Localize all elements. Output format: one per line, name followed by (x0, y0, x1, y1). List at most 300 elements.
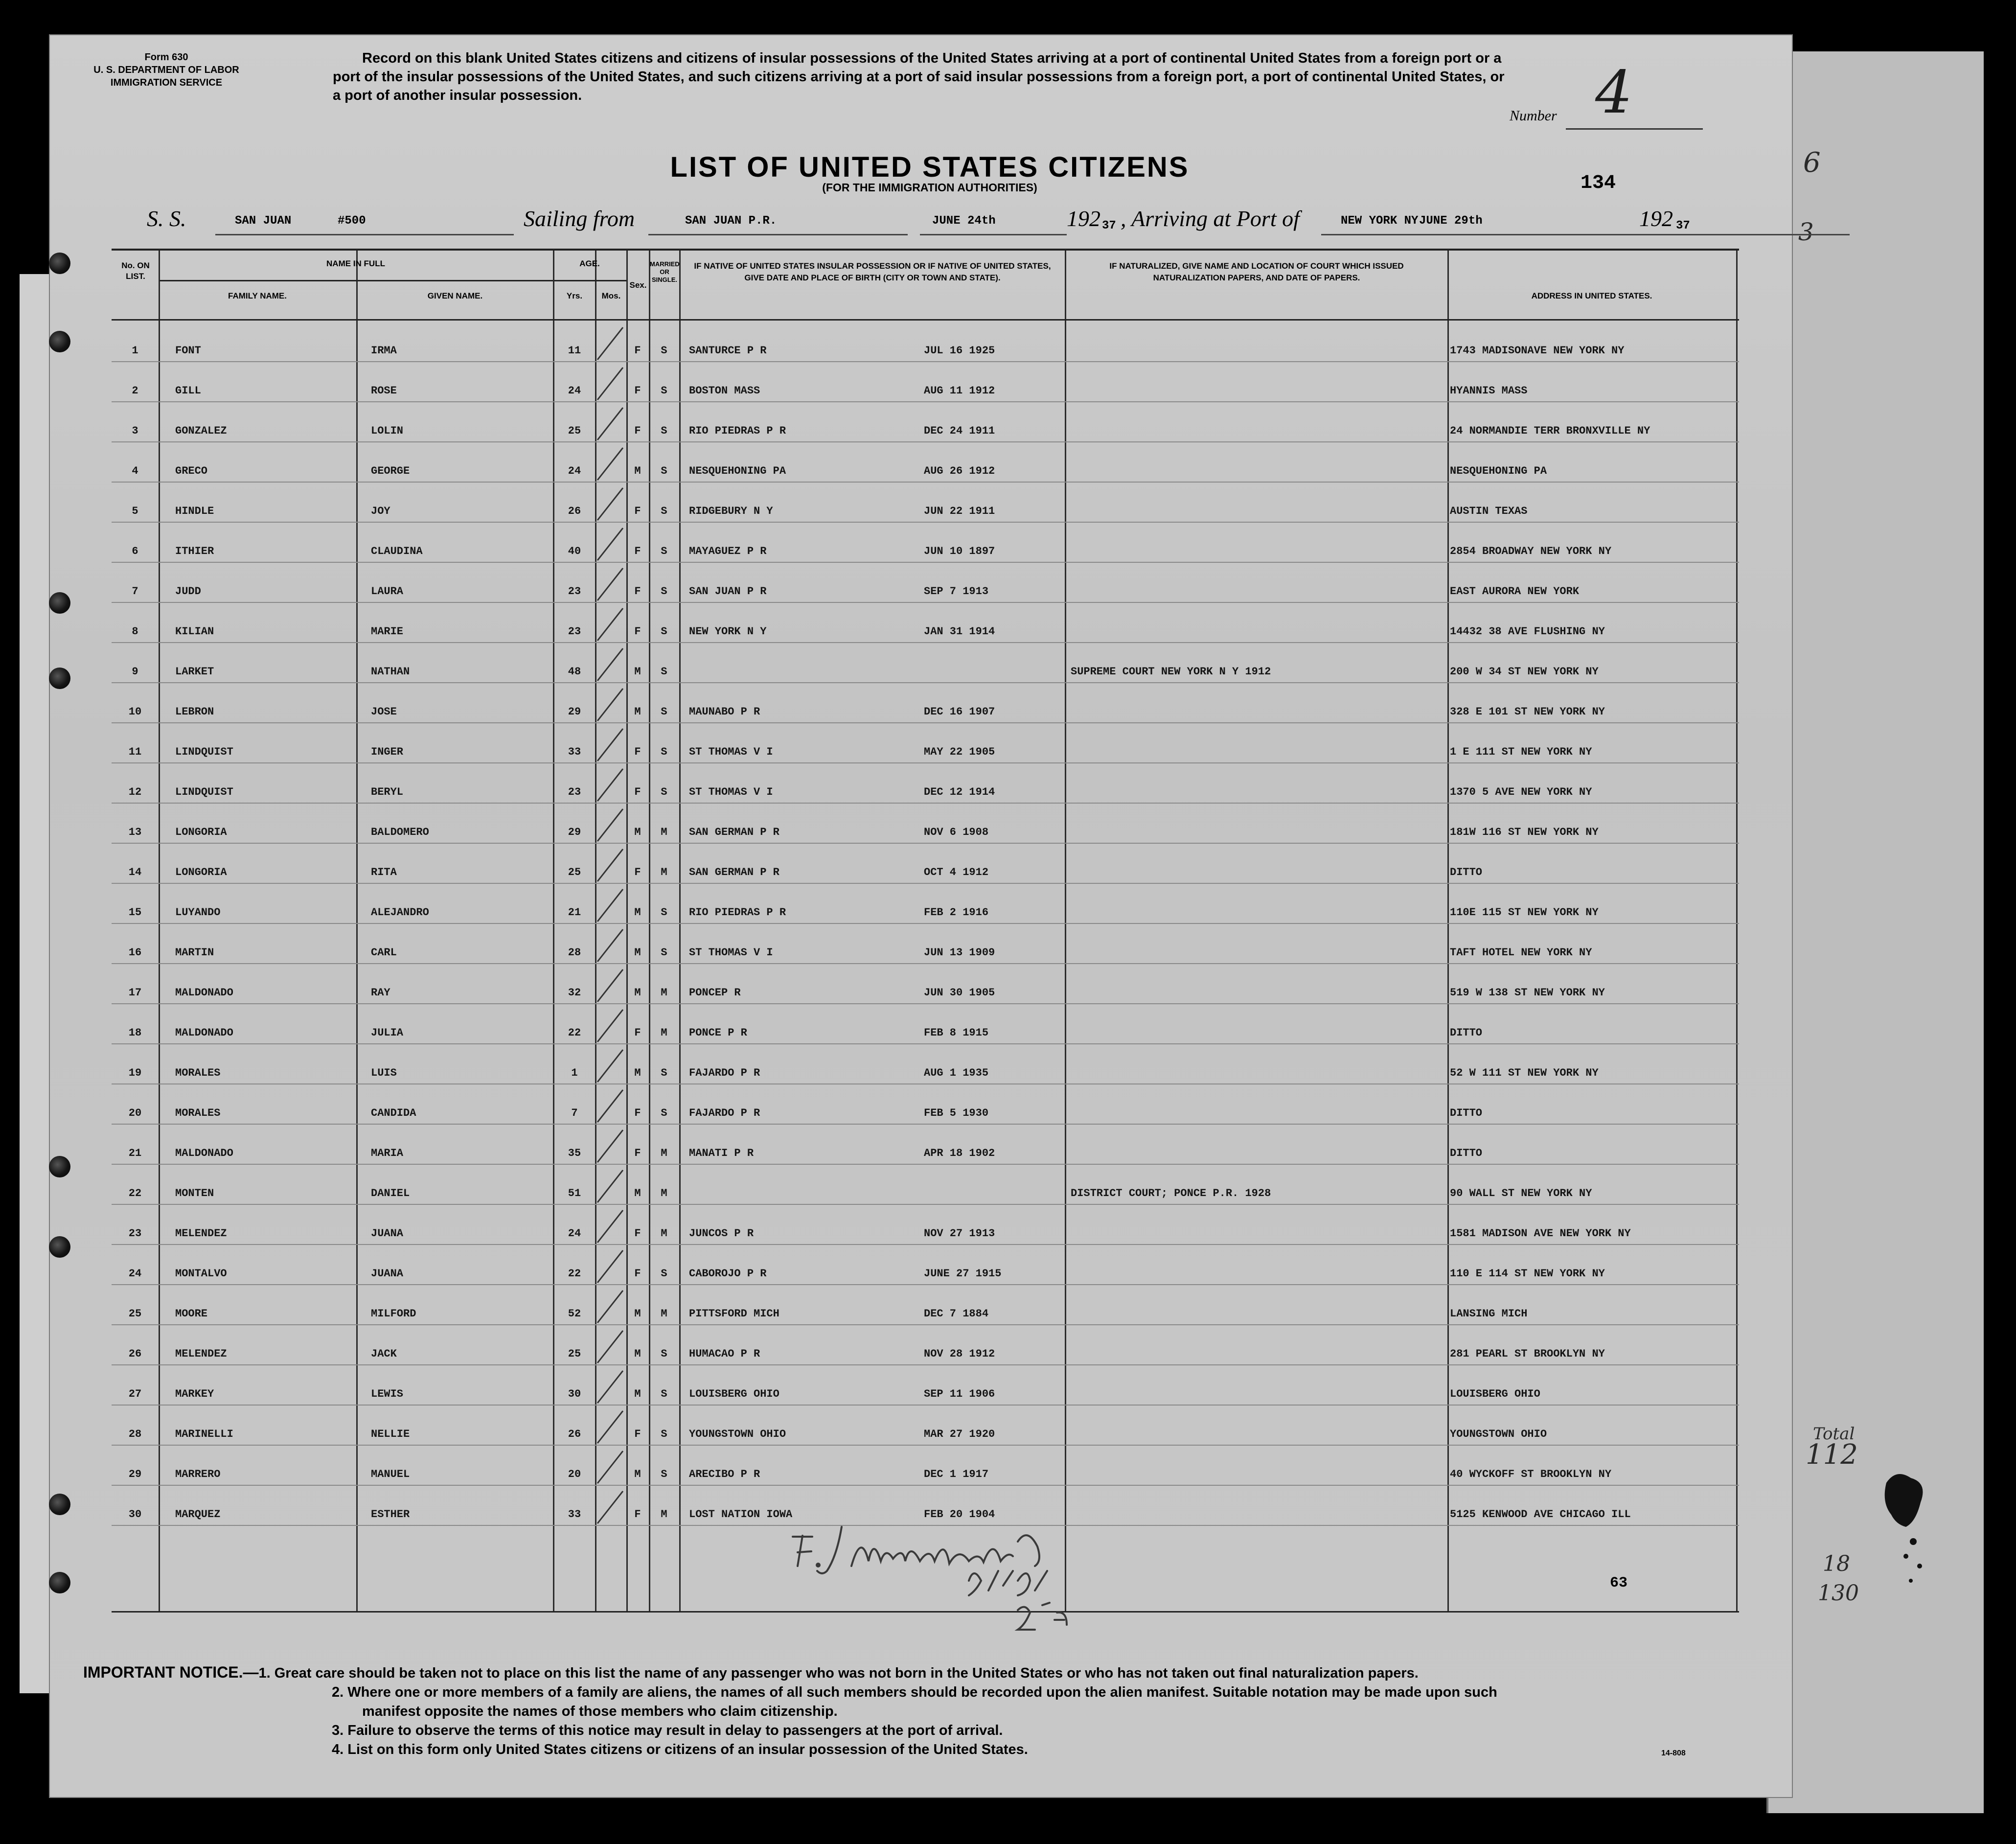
cell-given: CARL (371, 946, 397, 959)
cell-place: BOSTON MASS (689, 385, 760, 397)
cell-address: YOUNGSTOWN OHIO (1450, 1428, 1547, 1440)
cell-sex: F (634, 786, 641, 798)
cell-place: MAYAGUEZ P R (689, 545, 767, 557)
cell-family: MELENDEZ (175, 1348, 227, 1360)
cell-date: JUL 16 1925 (924, 345, 995, 357)
cell-family: LONGORIA (175, 826, 227, 838)
cell-given: JUANA (371, 1268, 404, 1280)
check-mark-icon (594, 404, 628, 443)
check-mark-icon (594, 1166, 628, 1205)
cell-yrs: 40 (568, 545, 581, 557)
notice-item-3: 3. Failure to observe the terms of this notice may result in delay to passengers at the port of arrival. (332, 1723, 1003, 1738)
cell-address: TAFT HOTEL NEW YORK NY (1450, 946, 1592, 959)
cell-family: MORALES (175, 1107, 221, 1119)
arrival-port: NEW YORK NY (1341, 214, 1419, 228)
page-code: 134 (1581, 172, 1616, 194)
cell-address: 281 PEARL ST BROOKLYN NY (1450, 1348, 1605, 1360)
cell-no: 8 (132, 625, 138, 638)
cell-family: LUYANDO (175, 906, 221, 919)
cell-given: RAY (371, 987, 390, 999)
cell-family: LARKET (175, 666, 214, 678)
punch-hole (49, 253, 70, 274)
cell-no: 25 (128, 1308, 142, 1320)
cell-address: 1743 MADISONAVE NEW YORK NY (1450, 345, 1625, 357)
header-no: No. ON LIST. (121, 261, 150, 281)
check-mark-icon (594, 885, 628, 924)
cell-address: DITTO (1450, 1147, 1483, 1159)
cell-no: 13 (128, 826, 142, 838)
cell-given: JULIA (371, 1027, 404, 1039)
cell-address: 90 WALL ST NEW YORK NY (1450, 1187, 1592, 1199)
cell-court: DISTRICT COURT; PONCE P.R. 1928 (1071, 1187, 1271, 1199)
check-mark-icon (594, 1086, 628, 1125)
header-age: AGE. (579, 259, 600, 268)
cell-address: NESQUEHONING PA (1450, 465, 1547, 477)
cell-sex: M (634, 906, 641, 919)
cell-sex: M (634, 1308, 641, 1320)
cell-date: SEP 11 1906 (924, 1388, 995, 1400)
cell-given: IRMA (371, 345, 397, 357)
cell-given: MARIE (371, 625, 404, 638)
sailing-date: JUNE 24th (932, 214, 996, 228)
cell-sex: M (634, 465, 641, 477)
cell-family: JUDD (175, 585, 201, 598)
table-row (112, 722, 1739, 763)
table-row (112, 642, 1739, 683)
form-code: 14-808 (1661, 1749, 1686, 1757)
punch-hole (49, 331, 70, 352)
inspector-signature (783, 1507, 1125, 1644)
cell-place: LOUISBERG OHIO (689, 1388, 779, 1400)
cell-given: NELLIE (371, 1428, 410, 1440)
check-mark-icon (594, 1487, 628, 1526)
cell-no: 15 (128, 906, 142, 919)
cell-date: JUN 30 1905 (924, 987, 995, 999)
check-mark-icon (594, 1447, 628, 1486)
cell-no: 29 (128, 1468, 142, 1480)
cell-given: MILFORD (371, 1308, 416, 1320)
check-mark-icon (594, 1126, 628, 1165)
cell-sex: F (634, 625, 641, 638)
cell-yrs: 1 (571, 1067, 578, 1079)
cell-ms: S (661, 465, 667, 477)
cell-ms: S (661, 1348, 667, 1360)
arrival-port-underline (1321, 234, 1850, 235)
cell-yrs: 48 (568, 666, 581, 678)
cell-ms: S (661, 1107, 667, 1119)
cell-date: JUN 22 1911 (924, 505, 995, 517)
cell-ms: S (661, 345, 667, 357)
check-mark-icon (594, 364, 628, 403)
cell-sex: F (634, 1147, 641, 1159)
cell-no: 30 (128, 1508, 142, 1521)
table-row (112, 1003, 1739, 1044)
cell-sex: F (634, 746, 641, 758)
cell-family: KILIAN (175, 625, 214, 638)
cell-ms: S (661, 585, 667, 598)
cell-sex: M (634, 1468, 641, 1480)
cell-place: JUNCOS P R (689, 1227, 754, 1240)
cell-place: MAUNABO P R (689, 706, 760, 718)
check-mark-icon (594, 1407, 628, 1446)
header-name-in-full: NAME IN FULL (326, 259, 385, 268)
cell-date: MAR 27 1920 (924, 1428, 995, 1440)
cell-address: 181W 116 ST NEW YORK NY (1450, 826, 1599, 838)
cell-ms: S (661, 385, 667, 397)
cell-family: GILL (175, 385, 201, 397)
page-total: 63 (1610, 1575, 1628, 1591)
cell-no: 19 (128, 1067, 142, 1079)
cell-family: LINDQUIST (175, 786, 233, 798)
check-mark-icon (594, 444, 628, 483)
cell-sex: F (634, 1027, 641, 1039)
cell-family: MALDONADO (175, 1027, 233, 1039)
margin-note: 3 (1798, 218, 1814, 246)
number-label: Number (1510, 108, 1557, 124)
cell-given: LAURA (371, 585, 404, 598)
underlying-page (1766, 51, 1984, 1813)
cell-place: RIDGEBURY N Y (689, 505, 773, 517)
cell-ms: M (661, 987, 667, 999)
cell-ms: S (661, 786, 667, 798)
cell-place: SAN GERMAN P R (689, 866, 779, 878)
cell-no: 11 (128, 746, 142, 758)
cell-address: DITTO (1450, 1107, 1483, 1119)
punch-hole (49, 668, 70, 689)
cell-given: JOSE (371, 706, 397, 718)
table-row (112, 1244, 1739, 1285)
cell-date: APR 18 1902 (924, 1147, 995, 1159)
cell-date: JUN 10 1897 (924, 545, 995, 557)
table-row (112, 762, 1739, 804)
cell-ms: S (661, 505, 667, 517)
check-mark-icon (594, 645, 628, 684)
table-row (112, 1124, 1739, 1165)
check-mark-icon (594, 725, 628, 764)
cell-sex: M (634, 826, 641, 838)
cell-ms: M (661, 1308, 667, 1320)
punch-hole (49, 1494, 70, 1515)
cell-yrs: 29 (568, 826, 581, 838)
check-mark-icon (594, 966, 628, 1005)
sailing-year-suffix: 37 (1102, 219, 1116, 232)
table-row (112, 1204, 1739, 1245)
cell-place: ST THOMAS V I (689, 786, 773, 798)
cell-ms: S (661, 1428, 667, 1440)
header-bottom-rule (112, 319, 1739, 321)
cell-given: INGER (371, 746, 404, 758)
cell-date: FEB 5 1930 (924, 1107, 989, 1119)
cell-sex: F (634, 425, 641, 437)
cell-no: 2 (132, 385, 138, 397)
cell-address: 14432 38 AVE FLUSHING NY (1450, 625, 1605, 638)
table-row (112, 482, 1739, 523)
cell-ms: M (661, 866, 667, 878)
cell-sex: F (634, 505, 641, 517)
cell-given: BERYL (371, 786, 404, 798)
header-mos: Mos. (601, 291, 621, 300)
cell-place: PITTSFORD MICH (689, 1308, 779, 1320)
cell-ms: S (661, 666, 667, 678)
cell-no: 14 (128, 866, 142, 878)
cell-family: MARQUEZ (175, 1508, 221, 1521)
sailing-port-underline (648, 234, 908, 235)
cell-sex: M (634, 666, 641, 678)
cell-no: 4 (132, 465, 138, 477)
cell-place: FAJARDO P R (689, 1107, 760, 1119)
cell-date: DEC 1 1917 (924, 1468, 989, 1480)
cell-given: MARIA (371, 1147, 404, 1159)
check-mark-icon (594, 1206, 628, 1245)
cell-date: SEP 7 1913 (924, 585, 989, 598)
cell-date: AUG 1 1935 (924, 1067, 989, 1079)
table-row (112, 1445, 1739, 1486)
ss-label: S. S. (147, 206, 186, 231)
cell-date: NOV 27 1913 (924, 1227, 995, 1240)
tally-figure: 18 (1823, 1551, 1850, 1576)
table-row (112, 1324, 1739, 1365)
punch-hole (49, 1156, 70, 1177)
cell-date: DEC 12 1914 (924, 786, 995, 798)
cell-sex: F (634, 545, 641, 557)
cell-given: JACK (371, 1348, 397, 1360)
sailing-port: SAN JUAN P.R. (685, 214, 777, 228)
check-mark-icon (594, 765, 628, 804)
cell-date: OCT 4 1912 (924, 866, 989, 878)
form-number: Form 630 (144, 52, 188, 63)
header-yrs: Yrs. (566, 291, 583, 300)
cell-address: 110E 115 ST NEW YORK NY (1450, 906, 1599, 919)
cell-yrs: 29 (568, 706, 581, 718)
cell-given: ALEJANDRO (371, 906, 429, 919)
check-mark-icon (594, 1327, 628, 1366)
cell-given: LOLIN (371, 425, 404, 437)
notice-item-4: 4. List on this form only United States citizens or citizens of an insular possession of the United States. (332, 1742, 1028, 1757)
cell-family: MELENDEZ (175, 1227, 227, 1240)
header-naturalization: IF NATURALIZED, GIVE NAME AND LOCATION OF COURT WHICH ISSUED NATURALIZATION PAPERS, AND DATE OF PAPERS. (1109, 261, 1404, 282)
cell-no: 6 (132, 545, 138, 557)
table-row (112, 1083, 1739, 1125)
check-mark-icon (594, 524, 628, 563)
cell-yrs: 23 (568, 585, 581, 598)
cell-family: MARINELLI (175, 1428, 233, 1440)
notice-item-2-continued: manifest opposite the names of those members who claim citizenship. (362, 1704, 838, 1719)
check-mark-icon (594, 484, 628, 523)
cell-place: NESQUEHONING PA (689, 465, 786, 477)
cell-place: PONCE P R (689, 1027, 747, 1039)
cell-yrs: 25 (568, 425, 581, 437)
cell-no: 26 (128, 1348, 142, 1360)
cell-place: SANTURCE P R (689, 345, 767, 357)
cell-address: EAST AURORA NEW YORK (1450, 585, 1580, 598)
check-mark-icon (594, 805, 628, 844)
list-number: 4 (1595, 59, 1633, 127)
document-title: LIST OF UNITED STATES CITIZENS (670, 151, 1190, 183)
cell-place: RIO PIEDRAS P R (689, 906, 786, 919)
cell-family: HINDLE (175, 505, 214, 517)
cell-address: LOUISBERG OHIO (1450, 1388, 1540, 1400)
cell-address: HYANNIS MASS (1450, 385, 1528, 397)
cell-family: GONZALEZ (175, 425, 227, 437)
cell-given: GEORGE (371, 465, 410, 477)
cell-sex: F (634, 1227, 641, 1240)
cell-ms: S (661, 1268, 667, 1280)
cell-ms: M (661, 1187, 667, 1199)
cell-sex: M (634, 1187, 641, 1199)
check-mark-icon (594, 323, 628, 363)
cell-address: 1581 MADISON AVE NEW YORK NY (1450, 1227, 1631, 1240)
punch-hole (49, 1236, 70, 1258)
header-married-or-single: MARRIED OR SINGLE. (650, 260, 680, 283)
cell-family: MOORE (175, 1308, 208, 1320)
table-row (112, 883, 1739, 924)
cell-date: DEC 7 1884 (924, 1308, 989, 1320)
cell-yrs: 7 (571, 1107, 578, 1119)
arrival-date: JUNE 29th (1419, 214, 1483, 228)
cell-ms: M (661, 1227, 667, 1240)
cell-ms: S (661, 1067, 667, 1079)
table-row (112, 1405, 1739, 1446)
cell-given: CANDIDA (371, 1107, 416, 1119)
cell-given: JUANA (371, 1227, 404, 1240)
table-row (112, 1364, 1739, 1406)
table-row (112, 1043, 1739, 1084)
header-given-name: GIVEN NAME. (427, 291, 483, 300)
check-mark-icon (594, 1006, 628, 1045)
check-mark-icon (594, 1246, 628, 1286)
total-value: 112 (1806, 1439, 1858, 1471)
cell-date: JAN 31 1914 (924, 625, 995, 638)
table-row (112, 1284, 1739, 1325)
cell-ms: S (661, 1388, 667, 1400)
cell-yrs: 26 (568, 505, 581, 517)
cell-yrs: 24 (568, 385, 581, 397)
cell-place: ST THOMAS V I (689, 746, 773, 758)
table-row (112, 401, 1739, 442)
cell-family: MARTIN (175, 946, 214, 959)
cell-yrs: 33 (568, 1508, 581, 1521)
header-separator (160, 280, 553, 281)
cell-sex: F (634, 385, 641, 397)
cell-no: 18 (128, 1027, 142, 1039)
service-name: IMMIGRATION SERVICE (110, 77, 223, 88)
cell-date: DEC 24 1911 (924, 425, 995, 437)
notice-item-2: 2. Where one or more members of a family are aliens, the names of all such members should be recorded upon the alien manifest. Suitable notation may be made upon such (332, 1684, 1497, 1700)
cell-address: 328 E 101 ST NEW YORK NY (1450, 706, 1605, 718)
cell-yrs: 35 (568, 1147, 581, 1159)
cell-place: SAN JUAN P R (689, 585, 767, 598)
cell-date: MAY 22 1905 (924, 746, 995, 758)
header-family-name: FAMILY NAME. (228, 291, 287, 300)
cell-family: MALDONADO (175, 1147, 233, 1159)
cell-yrs: 32 (568, 987, 581, 999)
cell-place: PONCEP R (689, 987, 741, 999)
cell-yrs: 22 (568, 1268, 581, 1280)
cell-given: LEWIS (371, 1388, 404, 1400)
table-row (112, 803, 1739, 844)
cell-address: 2854 BROADWAY NEW YORK NY (1450, 545, 1612, 557)
cell-date: DEC 16 1907 (924, 706, 995, 718)
number-underline (1566, 128, 1703, 130)
cell-given: NATHAN (371, 666, 410, 678)
cell-yrs: 30 (568, 1388, 581, 1400)
cell-yrs: 52 (568, 1308, 581, 1320)
cell-address: DITTO (1450, 866, 1483, 878)
cell-no: 7 (132, 585, 138, 598)
cell-address: 1 E 111 ST NEW YORK NY (1450, 746, 1592, 758)
cell-family: MORALES (175, 1067, 221, 1079)
cell-given: CLAUDINA (371, 545, 423, 557)
cell-no: 27 (128, 1388, 142, 1400)
cell-family: FONT (175, 345, 201, 357)
cell-yrs: 51 (568, 1187, 581, 1199)
cell-place: SAN GERMAN P R (689, 826, 779, 838)
table-row (112, 361, 1739, 402)
sailing-date-underline (920, 234, 1067, 235)
table-row (112, 321, 1739, 362)
cell-sex: F (634, 585, 641, 598)
ship-underline (215, 234, 514, 235)
cell-yrs: 25 (568, 866, 581, 878)
cell-ms: S (661, 625, 667, 638)
cell-yrs: 21 (568, 906, 581, 919)
cell-no: 20 (128, 1107, 142, 1119)
cell-no: 9 (132, 666, 138, 678)
punch-hole (49, 1572, 70, 1593)
department-name: U. S. DEPARTMENT OF LABOR (93, 65, 239, 75)
cell-given: DANIEL (371, 1187, 410, 1199)
cell-given: ESTHER (371, 1508, 410, 1521)
cell-given: MANUEL (371, 1468, 410, 1480)
ink-blot (1877, 1468, 1935, 1595)
table-row (112, 602, 1739, 643)
tally-figure: 130 (1818, 1581, 1859, 1606)
cell-address: 110 E 114 ST NEW YORK NY (1450, 1268, 1605, 1280)
ship-name: SAN JUAN (235, 214, 292, 228)
cell-address: AUSTIN TEXAS (1450, 505, 1528, 517)
arriving-label: , Arriving at Port of (1121, 206, 1300, 231)
cell-ms: S (661, 706, 667, 718)
cell-no: 28 (128, 1428, 142, 1440)
cell-no: 12 (128, 786, 142, 798)
cell-no: 17 (128, 987, 142, 999)
cell-ms: M (661, 826, 667, 838)
cell-family: LINDQUIST (175, 746, 233, 758)
cell-sex: M (634, 987, 641, 999)
cell-yrs: 33 (568, 746, 581, 758)
table-row (112, 843, 1739, 884)
cell-no: 21 (128, 1147, 142, 1159)
document-subtitle: (FOR THE IMMIGRATION AUTHORITIES) (822, 181, 1037, 194)
cell-ms: S (661, 545, 667, 557)
important-notice (83, 1663, 1708, 1759)
check-mark-icon (594, 604, 628, 644)
cell-address: LANSING MICH (1450, 1308, 1528, 1320)
cell-family: ITHIER (175, 545, 214, 557)
sailing-from-label: Sailing from (524, 206, 635, 231)
check-mark-icon (594, 564, 628, 603)
cell-address: DITTO (1450, 1027, 1483, 1039)
cell-sex: M (634, 1388, 641, 1400)
notice-item-1: 1. Great care should be taken not to place on this list the name of any passenger who was not born in the United States or who has not taken out final naturalization papers. (258, 1665, 1419, 1681)
cell-no: 16 (128, 946, 142, 959)
cell-sex: F (634, 866, 641, 878)
cell-yrs: 22 (568, 1027, 581, 1039)
check-mark-icon (594, 845, 628, 884)
cell-family: MONTEN (175, 1187, 214, 1199)
cell-ms: S (661, 1468, 667, 1480)
cell-yrs: 28 (568, 946, 581, 959)
